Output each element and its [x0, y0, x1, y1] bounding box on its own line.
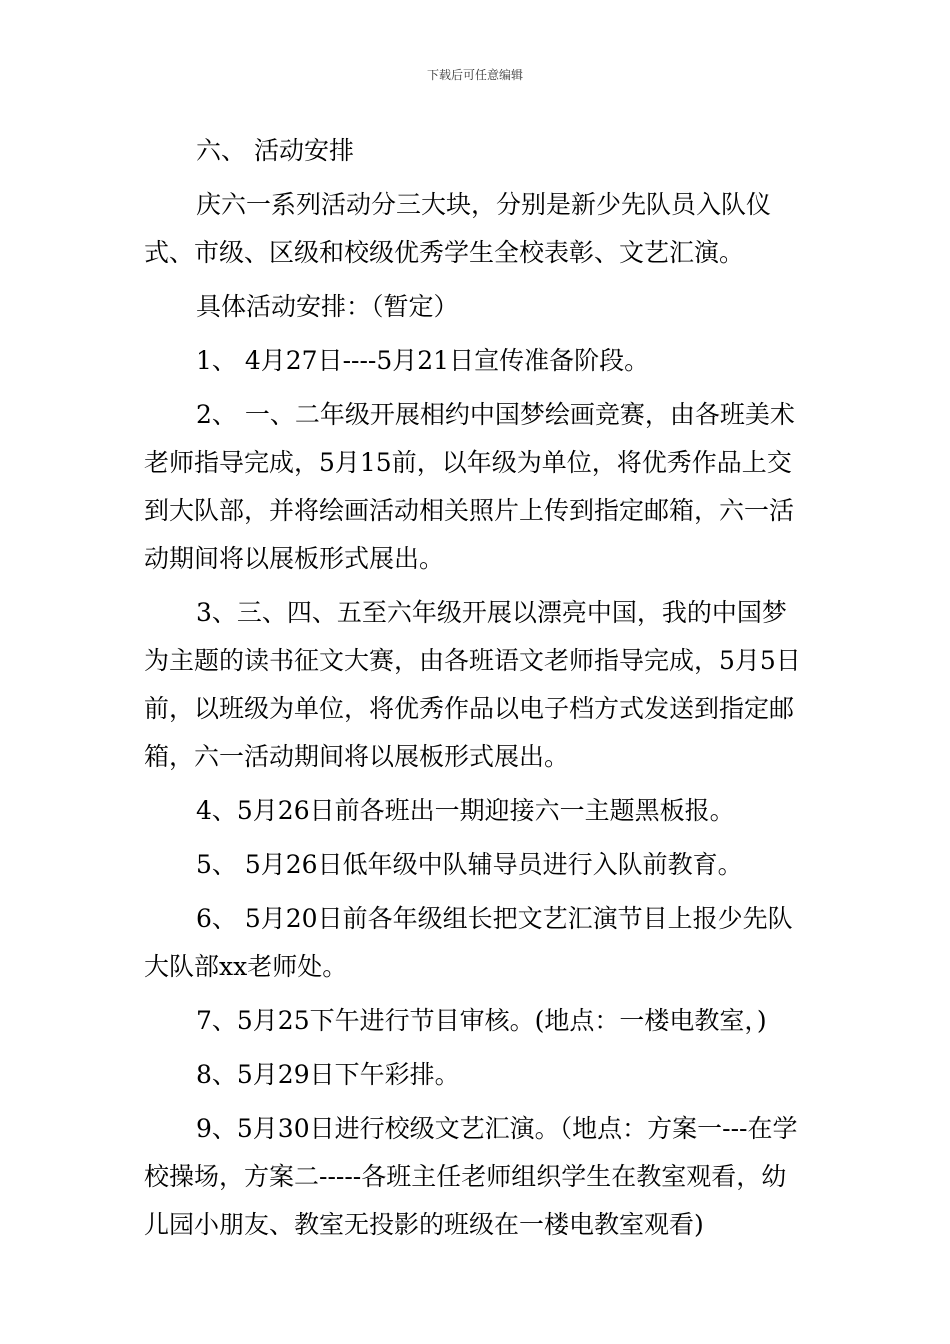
- list-item: 4、5月26日前各班出一期迎接六一主题黑板报。: [196, 796, 735, 825]
- list-item: 1、 4月27日----5月21日宣传准备阶段。: [196, 346, 650, 375]
- paragraph: 具体活动安排：（暂定）: [196, 292, 459, 321]
- document-body: [144, 127, 806, 1249]
- list-item: 7、5月25下午进行节目审核。(地点：一楼电教室，): [196, 1006, 767, 1035]
- list-item: 8、5月29日下午彩排。: [196, 1060, 460, 1089]
- section-heading: 六、 活动安排: [196, 136, 354, 165]
- list-item: 9、5月30日进行校级文艺汇演。（地点：方案一---在学校操场，方案二-----各班主任老师组织学生在教室观看，幼儿园小朋友、教室无投影的班级在一楼电教室观看): [144, 1114, 798, 1239]
- list-item: 2、 一、二年级开展相约中国梦绘画竞赛，由各班美术老师指导完成，5月15前，以年级为单位，将优秀作品上交到大队部，并将绘画活动相关照片上传到指定邮箱，六一活动期间将以展板形式展出。: [144, 400, 795, 573]
- list-item: 3、三、四、五至六年级开展以漂亮中国，我的中国梦为主题的读书征文大赛，由各班语文老师指导完成，5月5日前，以班级为单位，将优秀作品以电子档方式发送到指定邮箱，六一活动期间将以展板形式展出。: [144, 598, 801, 771]
- paragraph: 庆六一系列活动分三大块，分别是新少先队员入队仪式、市级、区级和校级优秀学生全校表彰、文艺汇演。: [144, 190, 772, 267]
- list-item: 6、 5月20日前各年级组长把文艺汇演节目上报少先队大队部xx老师处。: [144, 904, 793, 981]
- page-header: 下载后可任意编辑: [426, 68, 523, 82]
- list-item: 5、 5月26日低年级中队辅导员进行入队前教育。: [196, 850, 743, 879]
